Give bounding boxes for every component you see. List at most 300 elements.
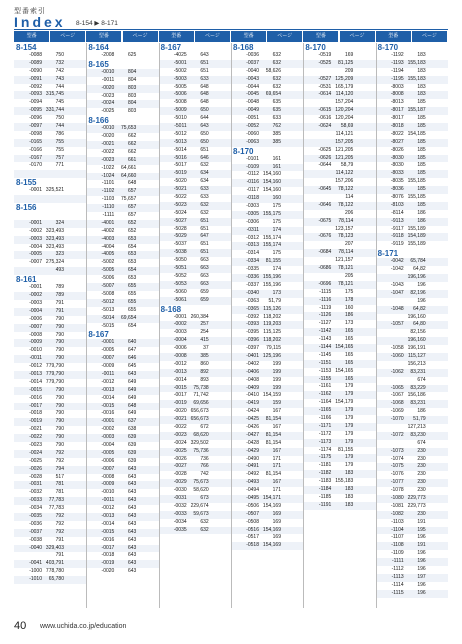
page-ref: 155,183: [335, 478, 354, 485]
index-row: [303, 447, 375, 455]
column-header-model: 型番: [86, 31, 121, 42]
model-code: -1153: [318, 367, 332, 374]
index-row: [303, 407, 375, 415]
model-code: -0023: [173, 431, 187, 438]
page-ref: 743: [55, 75, 64, 82]
index-row: [231, 479, 303, 487]
page-ref: 632: [272, 52, 281, 58]
model-code: -0025: [29, 457, 42, 464]
page-ref: 81,154: [265, 471, 281, 478]
page-ref: 179: [344, 438, 354, 445]
index-row: [376, 178, 448, 186]
index-row: [303, 320, 375, 328]
index-row: [231, 392, 303, 400]
page-ref: 75,657: [121, 196, 137, 203]
index-row: [231, 203, 303, 211]
model-code: -0001: [173, 313, 187, 320]
model-code: -0018: [101, 552, 115, 559]
page-ref: 649: [127, 410, 137, 417]
index-row: [376, 139, 448, 147]
page-ref: 120,204: [335, 107, 354, 114]
model-code: -0166: [29, 146, 42, 153]
index-row: [14, 332, 86, 340]
model-code: -0051: [246, 115, 259, 122]
index-row: [14, 481, 86, 489]
index-row: [86, 371, 158, 379]
index-row: [159, 385, 231, 393]
page-ref: 155,183: [407, 59, 426, 66]
page-ref: 651: [200, 225, 209, 232]
index-row: [303, 431, 375, 439]
page-ref: 178: [344, 296, 354, 303]
index-row: [86, 275, 158, 283]
page-ref: 639: [127, 449, 137, 456]
model-code: -0008: [29, 331, 42, 338]
model-code: -1112: [391, 566, 404, 572]
page-ref: 185: [417, 138, 426, 145]
model-code: -5020: [173, 178, 187, 185]
index-row: [159, 321, 231, 329]
page-ref: 175: [272, 203, 281, 210]
index-row: [159, 123, 231, 131]
model-code: -0032: [29, 489, 42, 496]
page-ref: 155,189: [407, 225, 426, 232]
index-row: [86, 267, 158, 275]
index-row: [14, 300, 86, 308]
model-code: -1075: [390, 463, 404, 470]
index-row: [159, 503, 231, 511]
index-row: [86, 307, 158, 315]
header-category: 型番索引: [14, 8, 46, 15]
page-ref: 655: [127, 306, 137, 313]
index-row: [376, 503, 448, 511]
model-code: -5027: [173, 217, 187, 224]
index-row: [86, 141, 158, 149]
index-row: [14, 497, 86, 505]
page-ref: 657: [127, 188, 137, 195]
model-code: -0035: [29, 512, 42, 519]
page-ref: 403,791: [45, 560, 64, 567]
model-code: -0012: [101, 378, 115, 385]
page-ref: 196: [417, 550, 426, 557]
page-ref: 161: [272, 163, 281, 170]
model-code: -0494: [246, 487, 259, 494]
page-ref: 75,738: [193, 384, 209, 391]
index-row: [86, 100, 158, 108]
model-code: -0006: [173, 345, 187, 352]
model-code: -0016: [101, 410, 115, 417]
model-code: -0020: [173, 408, 187, 415]
page-ref: 159: [272, 400, 281, 407]
model-code: -0519: [318, 52, 332, 58]
page-ref: 199: [272, 376, 281, 383]
model-code: -5051: [173, 265, 187, 272]
page-ref: 119,203: [263, 321, 281, 328]
model-code: -0311: [246, 226, 259, 233]
page-ref: 58,79: [340, 162, 354, 169]
page-ref: 643: [127, 544, 137, 551]
model-code: -0402: [246, 360, 259, 367]
page-ref: 517: [55, 473, 64, 480]
index-row: [303, 368, 375, 376]
index-row: [231, 60, 303, 68]
model-code: -0506: [246, 502, 259, 509]
index-row: [159, 487, 231, 495]
index-row: [231, 52, 303, 60]
model-code: -0003: [101, 434, 115, 441]
page-ref: 766: [200, 463, 209, 470]
model-code: -5053: [173, 280, 187, 287]
index-row: [303, 289, 375, 297]
model-code: -1142: [318, 328, 332, 335]
index-column: [376, 43, 448, 608]
model-code: -0002: [173, 321, 187, 328]
index-row: [303, 233, 375, 241]
model-code: -0028: [29, 473, 42, 480]
column-divider: [231, 43, 232, 608]
index-row: [303, 462, 375, 470]
index-row: [86, 474, 158, 482]
index-row: [159, 408, 231, 416]
model-code: -0303: [246, 203, 259, 210]
index-row: [376, 274, 448, 282]
model-code: -5010: [173, 115, 187, 122]
index-row: [159, 91, 231, 99]
index-row: [14, 228, 86, 236]
model-code: -0531: [318, 83, 332, 90]
page-ref: 59,673: [193, 510, 209, 517]
model-code: -9119: [391, 241, 404, 248]
page-ref: 632: [200, 526, 209, 533]
page-ref: 174: [272, 226, 281, 233]
index-row: [303, 147, 375, 155]
model-code: -0015: [29, 386, 42, 393]
page-ref: 82,196: [410, 289, 426, 296]
model-code: -0024: [173, 439, 187, 446]
index-row: [231, 219, 303, 227]
index-row: [14, 123, 86, 131]
column-divider: [86, 43, 87, 608]
model-code: -0020: [101, 568, 115, 575]
model-code: -5002: [101, 259, 115, 266]
model-code: -0034: [173, 518, 187, 525]
page-ref: 663: [200, 280, 209, 287]
page-ref: 83,231: [410, 400, 426, 407]
page-ref: 646: [127, 355, 137, 362]
page-ref: 183: [417, 91, 426, 98]
index-row: [303, 423, 375, 431]
model-code: -0363: [246, 297, 259, 304]
model-code: -5028: [173, 225, 187, 232]
index-row: [376, 527, 448, 535]
model-code: -0020: [101, 133, 115, 140]
model-code: -5023: [173, 201, 187, 208]
page-ref: 127,213: [407, 423, 426, 430]
model-code: -1116: [319, 296, 332, 303]
page-ref: 183: [344, 493, 354, 500]
page-ref: 165: [344, 328, 354, 335]
model-code: -0011: [101, 76, 115, 83]
page-ref: 81,125: [338, 59, 354, 66]
index-row: [159, 99, 231, 107]
page-ref: 154,159: [262, 392, 281, 399]
index-row: [14, 267, 86, 275]
index-row: [14, 379, 86, 387]
page-ref: 165: [344, 351, 354, 358]
page-ref: 118,202: [263, 337, 281, 344]
index-row: [86, 426, 158, 434]
index-row: [14, 324, 86, 332]
model-code: -1069: [390, 408, 404, 415]
model-code: -0023: [29, 441, 42, 448]
page-ref: 654: [127, 267, 137, 274]
model-code: -8022: [390, 130, 404, 137]
index-row: [231, 527, 303, 535]
page-ref: 115,126: [263, 305, 281, 312]
page-ref: 652: [127, 219, 137, 226]
index-row: [159, 440, 231, 448]
model-code: -0005: [101, 347, 115, 354]
index-row: [303, 115, 375, 123]
page-ref: 196: [417, 581, 426, 588]
model-code: -0624: [318, 123, 332, 130]
model-code: -0002: [29, 292, 42, 299]
model-code: -0034: [29, 505, 42, 512]
index-row: [231, 432, 303, 440]
index-row: [376, 321, 448, 329]
index-row: [159, 194, 231, 202]
index-row: [86, 403, 158, 411]
index-row: [86, 339, 158, 347]
index-row: [86, 363, 158, 371]
model-code: -1104: [391, 526, 404, 533]
index-row: [303, 297, 375, 305]
index-row: [86, 450, 158, 458]
model-code: -1101: [101, 180, 115, 187]
model-code: -5007: [101, 283, 115, 290]
index-row: [86, 315, 158, 323]
index-row: [376, 400, 448, 408]
page-ref: 155,185: [407, 178, 426, 185]
page-ref: 781: [55, 481, 64, 488]
index-row: [376, 479, 448, 487]
page-ref: 173: [344, 320, 354, 327]
page-ref: 633: [272, 115, 281, 122]
model-code: -0014: [101, 520, 115, 527]
index-row: [231, 369, 303, 377]
page-ref: 657: [127, 212, 137, 219]
page-ref: 632: [200, 209, 209, 216]
page-ref: 179: [344, 383, 354, 390]
model-code: -4025: [173, 52, 187, 58]
page-ref: 649: [127, 386, 137, 393]
model-code: -0089: [29, 59, 42, 66]
model-code: -0018: [29, 410, 42, 417]
index-row: [376, 186, 448, 194]
model-code: -1078: [390, 487, 404, 494]
page-ref: 37: [203, 345, 209, 352]
page-ref: 663: [200, 265, 209, 272]
group-heading: 8-154: [16, 43, 37, 52]
page-ref: 635: [272, 99, 281, 106]
page-ref: 157,204: [335, 99, 354, 106]
index-row: [86, 133, 158, 141]
page-ref: 230: [417, 510, 426, 517]
page-ref: 744: [55, 83, 64, 90]
index-row: [14, 395, 86, 403]
model-code: -0109: [246, 163, 259, 170]
page-ref: 651: [200, 249, 209, 256]
page-ref: 185: [417, 146, 426, 153]
index-row: [159, 226, 231, 234]
index-row: [376, 582, 448, 590]
index-row: [86, 125, 158, 133]
page-ref: 154,160: [262, 171, 281, 178]
index-row: [231, 274, 303, 282]
page-ref: 154,169: [262, 502, 281, 509]
index-row: [159, 424, 231, 432]
model-code: -0013: [29, 370, 42, 377]
page-ref: 651: [200, 241, 209, 248]
model-code: -5024: [173, 209, 187, 216]
page-ref: 185: [417, 170, 426, 177]
index-row: [376, 314, 448, 322]
model-code: -0337: [246, 281, 259, 288]
model-code: -1119: [319, 304, 332, 311]
index-row: [303, 186, 375, 194]
model-code: -0026: [29, 465, 42, 472]
index-row: [159, 329, 231, 337]
model-code: -0518: [246, 542, 259, 549]
index-row: [231, 131, 303, 139]
page-ref: 804: [127, 100, 137, 107]
index-row: [159, 76, 231, 84]
page-ref: 75,653: [121, 125, 137, 132]
model-code: -8030: [390, 162, 404, 169]
index-row: [231, 306, 303, 314]
model-code: -0003: [173, 329, 187, 336]
page-ref: 260,384: [190, 313, 209, 320]
index-row: [86, 77, 158, 85]
index-row: [14, 76, 86, 84]
page-ref: 167: [272, 479, 281, 486]
model-code: -1067: [390, 392, 404, 399]
model-code: -0365: [246, 305, 259, 312]
model-code: -4002: [101, 227, 115, 234]
page-ref: 179: [344, 430, 354, 437]
column-divider: [376, 43, 377, 608]
index-row: [303, 226, 375, 234]
index-row: [231, 76, 303, 84]
model-code: -1062: [390, 368, 404, 375]
index-row: [86, 458, 158, 466]
index-row: [376, 266, 448, 274]
model-code: -0009: [101, 363, 115, 370]
model-code: -0017: [173, 392, 187, 399]
index-row: [376, 68, 448, 76]
page-ref: 78,122: [338, 186, 354, 193]
model-code: -0019: [173, 400, 187, 407]
model-code: -0007: [29, 259, 42, 266]
index-row: [159, 527, 231, 535]
model-code: -0014: [173, 376, 187, 383]
page-ref: 114,120: [335, 91, 354, 98]
model-code: -1103: [391, 518, 404, 525]
model-code: -0165: [29, 138, 42, 145]
model-code: -1010: [29, 576, 42, 583]
index-row: [159, 297, 231, 305]
page-ref: 185: [417, 201, 426, 208]
page-ref: 331,744: [45, 107, 64, 114]
page-ref: 643: [127, 505, 137, 512]
index-row: [231, 353, 303, 361]
index-row: [86, 180, 158, 188]
model-code: -1181: [318, 462, 332, 469]
page-ref: 186: [417, 408, 426, 415]
index-row: [376, 226, 448, 234]
index-row: [86, 395, 158, 403]
index-row: [159, 139, 231, 147]
index-row: [376, 566, 448, 574]
model-code: -1068: [390, 400, 404, 407]
page-ref: 792: [55, 520, 64, 527]
index-row: [303, 194, 375, 202]
page-ref: 179: [344, 422, 354, 429]
index-row: [86, 410, 158, 418]
index-row: [159, 345, 231, 353]
index-row: [86, 497, 158, 505]
model-code: -1081: [390, 502, 404, 509]
page-ref: 161: [272, 155, 281, 162]
page-ref: 257: [200, 321, 209, 328]
index-row: [376, 369, 448, 377]
index-row: [86, 537, 158, 545]
model-code: -0646: [318, 201, 332, 208]
index-row: [231, 139, 303, 147]
model-code: -5015: [101, 322, 115, 329]
page-ref: 634: [200, 178, 209, 185]
page-ref: 83,231: [410, 368, 426, 375]
page-ref: 323,493: [45, 227, 64, 234]
index-row: [14, 236, 86, 244]
page-ref: 64,82: [413, 305, 426, 312]
index-row: [14, 442, 86, 450]
index-row: [86, 259, 158, 267]
page-ref: 196,160: [407, 313, 426, 320]
index-row: [231, 463, 303, 471]
model-code: -1082: [390, 510, 404, 517]
index-row: [14, 68, 86, 76]
index-row: [14, 584, 86, 592]
page-ref: 183: [344, 470, 354, 477]
page-ref: 173: [272, 289, 281, 296]
index-row: [86, 93, 158, 101]
page-ref: 185: [417, 186, 426, 193]
model-code: -2008: [101, 52, 115, 58]
index-row: [303, 439, 375, 447]
model-code: -5005: [101, 267, 115, 274]
index-row: [231, 424, 303, 432]
page-ref: 651: [200, 67, 209, 74]
index-row: [14, 259, 86, 267]
index-row: [14, 521, 86, 529]
group-heading: 8-165: [88, 59, 109, 69]
index-row: [231, 298, 303, 306]
model-code: -0030: [173, 487, 187, 494]
page-ref: 206: [344, 209, 354, 216]
model-code: -0001: [29, 187, 42, 194]
page-ref: 81,154: [265, 431, 281, 438]
